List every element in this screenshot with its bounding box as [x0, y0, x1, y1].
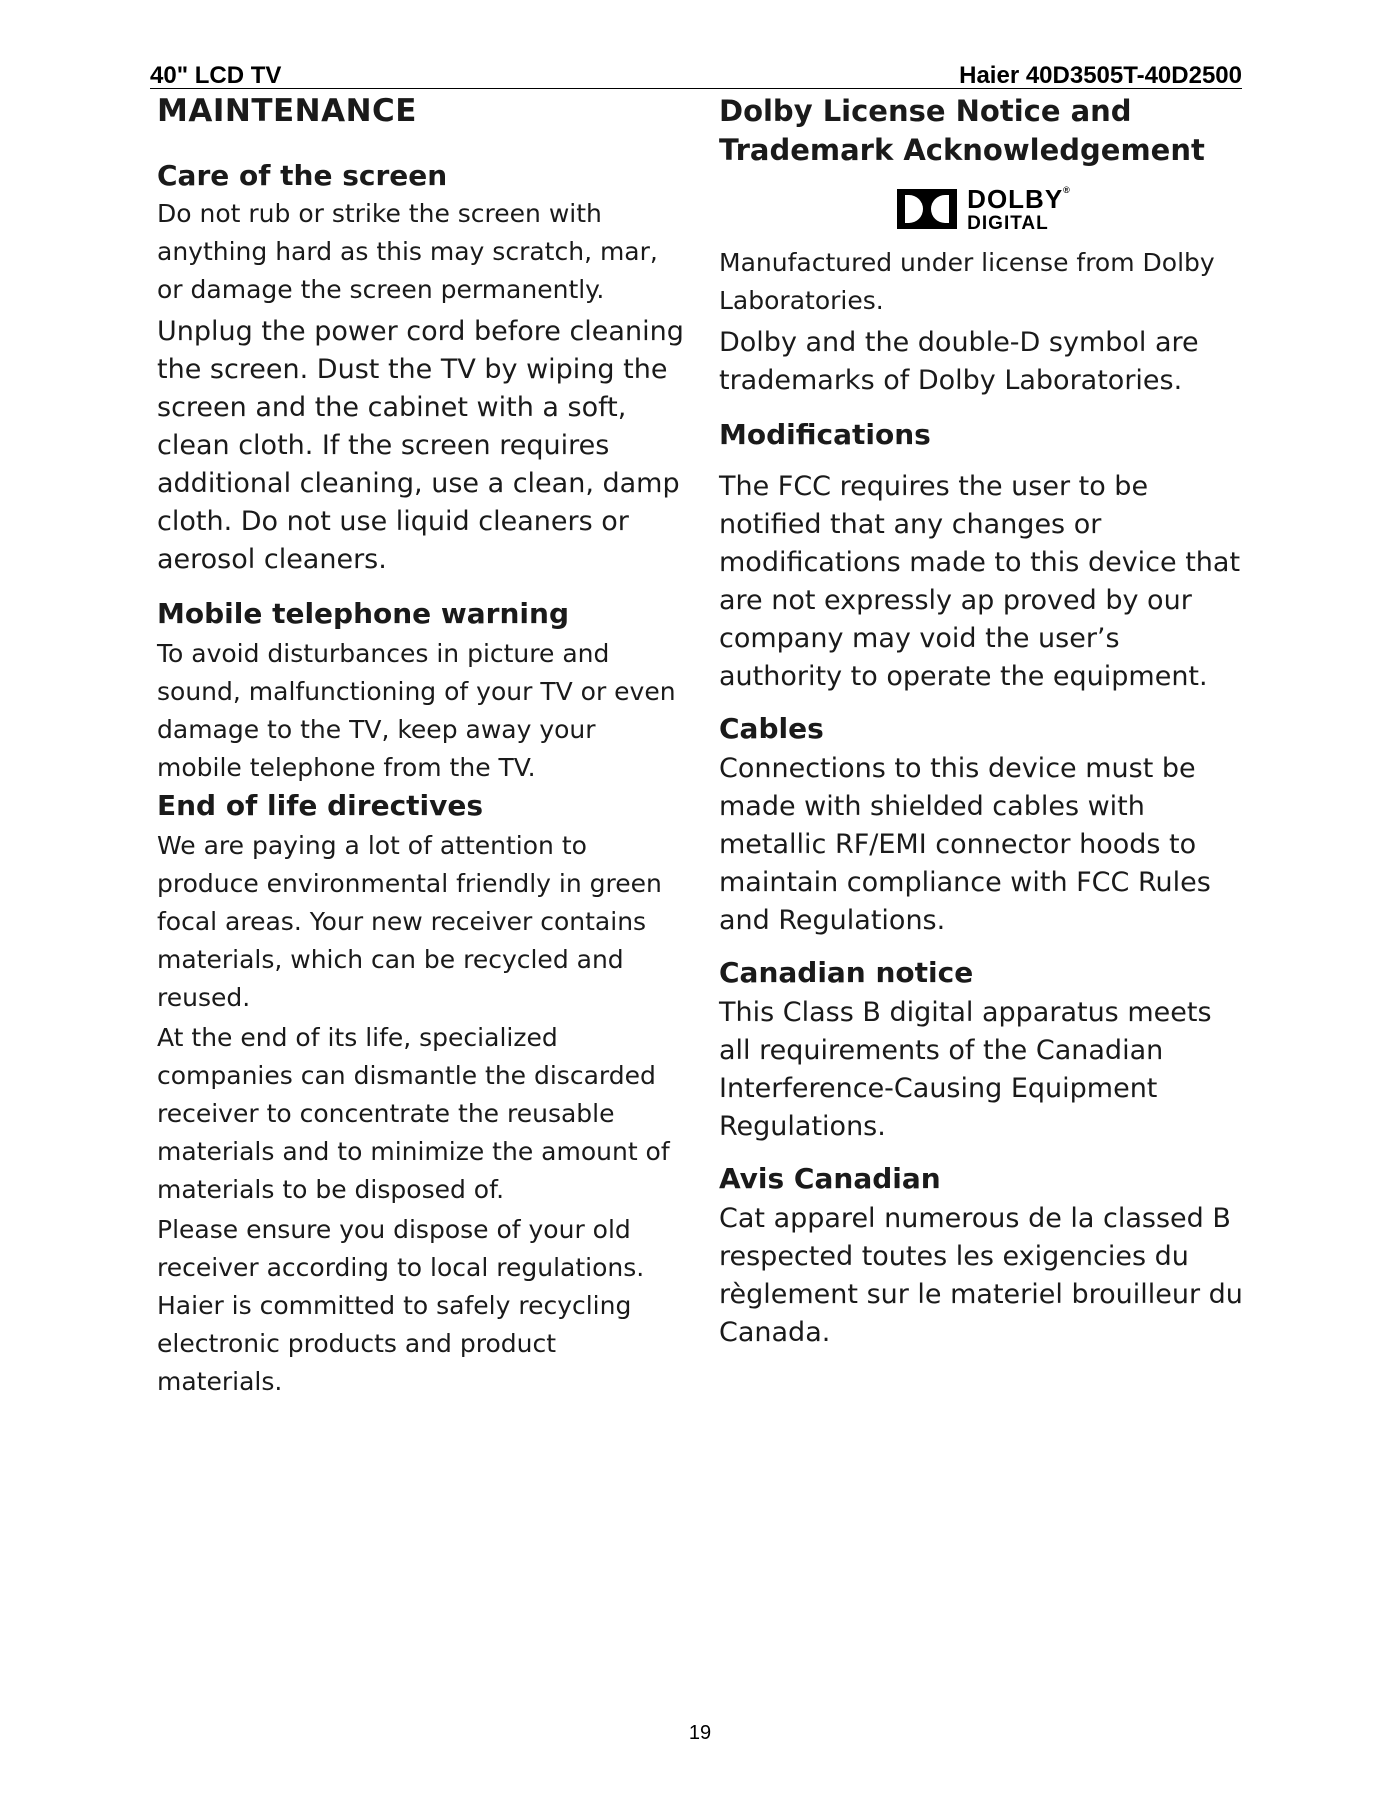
dolby-paragraph-1: Manufactured under license from Dolby Laboratories. — [719, 248, 1215, 315]
registered-mark: ® — [1063, 184, 1071, 195]
care-paragraph-2: Unplug the power cord before cleaning the screen. Dust the TV by wiping the screen and the cabinet with a soft, clean cloth. If the screen requires additional cleaning, use a clean, damp cloth. Do not use liquid cleaners or aerosol cleaners. — [157, 316, 684, 575]
digital-logo-word: DIGITAL — [967, 212, 1049, 234]
maintenance-title: MAINTENANCE — [157, 93, 417, 129]
eol-heading: End of life directives — [157, 789, 484, 822]
dolby-heading: Dolby License Notice and Trademark Acknowledgement — [719, 94, 1205, 167]
eol-paragraph-1: We are paying a lot of attention to produce environmental friendly in green focal areas. Your new receiver contains materials, which can be recycled and reused. — [157, 831, 662, 1012]
page-number: 19 — [688, 1722, 712, 1744]
dolby-logo-word: DOLBY — [967, 183, 1064, 214]
right-column — [719, 92, 1249, 1352]
care-paragraph-1: Do not rub or strike the screen with anything hard as this may scratch, mar, or damage the screen permanently. — [157, 199, 658, 304]
avis-canadian-heading: Avis Canadian — [719, 1162, 941, 1195]
cables-paragraph: Connections to this device must be made with shielded cables with metallic RF/EMI connector hoods to maintain compliance with FCC Rules and Regulations. — [719, 753, 1211, 936]
cables-heading: Cables — [719, 712, 824, 745]
header-model-number: Haier 40D3505T-40D2500 — [959, 62, 1242, 89]
canadian-notice-paragraph: This Class B digital apparatus meets all requirements of the Canadian Interference-Causing Equipment Regulations. — [719, 997, 1212, 1142]
dolby-paragraph-2: Dolby and the double-D symbol are trademarks of Dolby Laboratories. — [719, 327, 1199, 396]
left-column — [157, 92, 687, 1401]
double-d-icon — [897, 189, 957, 229]
modifications-paragraph: The FCC requires the user to be notified that any changes or modifications made to this device that are not expressly ap proved by our company may void the user’s authority to operate the equipment. — [719, 471, 1241, 692]
page-header — [150, 62, 1242, 89]
care-heading: Care of the screen — [157, 159, 448, 192]
canadian-notice-heading: Canadian notice — [719, 956, 974, 989]
dolby-digital-logo — [719, 178, 1249, 240]
avis-canadian-paragraph: Cat apparel numerous de la classed B respected toutes les exigencies du règlement sur le materiel brouilleur du Canada. — [719, 1203, 1243, 1348]
mobile-heading: Mobile telephone warning — [157, 597, 570, 630]
eol-paragraph-3: Please ensure you dispose of your old receiver according to local regulations. Haier is committed to safely recycling electronic products and product materials. — [157, 1215, 645, 1396]
header-model-size: 40" LCD TV — [150, 62, 282, 89]
modifications-heading: Modifications — [719, 418, 931, 451]
eol-paragraph-2: At the end of its life, specialized companies can dismantle the discarded receiver to concentrate the reusable materials and to minimize the amount of materials to be disposed of. — [157, 1023, 670, 1204]
mobile-paragraph: To avoid disturbances in picture and sound, malfunctioning of your TV or even damage to the TV, keep away your mobile telephone from the TV. — [157, 639, 676, 782]
